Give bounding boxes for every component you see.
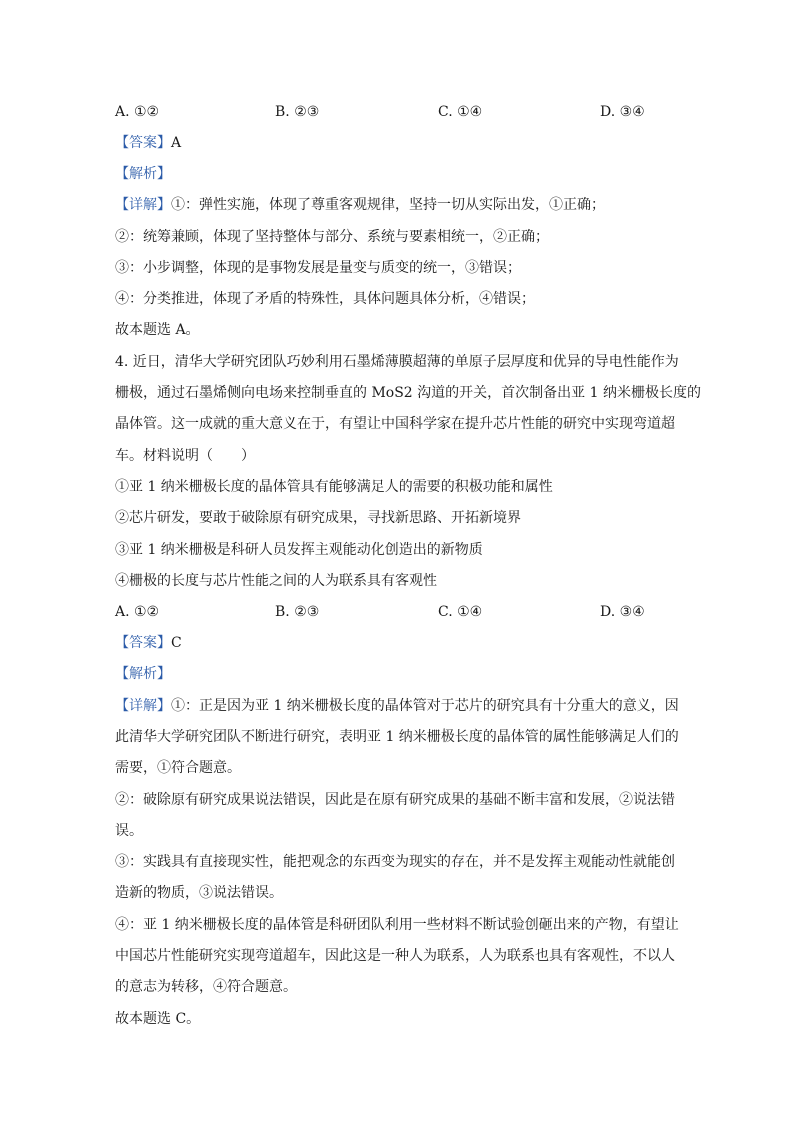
q4-detail-10: 的意志为转移，④符合题意。 xyxy=(115,979,297,995)
q4-detail-3: 需要，①符合题意。 xyxy=(115,760,241,776)
q4-detail-5: 误。 xyxy=(115,823,143,839)
q4-detail-2: 此清华大学研究团队不断进行研究，表明亚 1 纳米栅极长度的晶体管的属性能够满足人们的 xyxy=(115,729,679,745)
q4-answer xyxy=(115,633,182,653)
q3-option-a: A. ①② xyxy=(115,104,160,120)
answer-value: C xyxy=(171,635,182,651)
q4-detail-1: 【详解】①：正是因为亚 1 纳米栅极长度的晶体管对于芯片的研究具有十分重大的意义，因 xyxy=(115,698,679,714)
q3-analysis-tag: 【解析】 xyxy=(115,166,171,182)
q3-answer xyxy=(115,133,181,153)
q4-stem-4: 车。材料说明（ ） xyxy=(115,448,255,464)
q4-detail-9: 中国芯片性能研究实现弯道超车，因此这是一种人为联系，人为联系也具有客观性，不以人 xyxy=(115,948,675,964)
q3-detail-3: ③：小步调整，体现的是事物发展是量变与质变的统一，③错误； xyxy=(115,260,521,276)
q3-detail-4: ④：分类推进，体现了矛盾的特殊性，具体问题具体分析，④错误； xyxy=(115,291,535,307)
q4-conclusion: 故本题选 C。 xyxy=(115,1011,201,1027)
q4-option-b: B. ②③ xyxy=(275,604,320,620)
q4-option-a: A. ①② xyxy=(115,604,160,620)
q4-detail-8: ④：亚 1 纳米栅极长度的晶体管是科研团队利用一些材料不断试验创砸出来的产物，有望让 xyxy=(115,917,679,933)
q3-detail-2: ②：统筹兼顾，体现了坚持整体与部分、系统与要素相统一，②正确； xyxy=(115,229,549,245)
q4-stem-1: 4. 近日，清华大学研究团队巧妙利用石墨烯薄膜超薄的单原子层厚度和优异的导电性能作为 xyxy=(115,354,679,370)
q4-detail-4: ②：破除原有研究成果说法错误，因此是在原有研究成果的基础不断丰富和发展，②说法错 xyxy=(115,792,675,808)
q4-detail-7: 造新的物质，③说法错误。 xyxy=(115,885,283,901)
q4-statement-4: ④栅极的长度与芯片性能之间的人为联系具有客观性 xyxy=(115,573,437,589)
q3-option-c: C. ①④ xyxy=(438,104,483,120)
detail-tag: 【详解】 xyxy=(115,197,171,213)
q3-detail-1: 【详解】①：弹性实施，体现了尊重客观规律，坚持一切从实际出发，①正确； xyxy=(115,197,605,213)
q4-stem-2: 栅极，通过石墨烯侧向电场来控制垂直的 MoS2 沟道的开关，首次制备出亚 1 纳米栅极长度的 xyxy=(115,385,701,401)
q4-option-d: D. ③④ xyxy=(600,604,645,620)
answer-tag: 【答案】 xyxy=(115,635,171,651)
q3-option-b: B. ②③ xyxy=(275,104,320,120)
q4-stem-3: 晶体管。这一成就的重大意义在于，有望让中国科学家在提升芯片性能的研究中实现弯道超 xyxy=(115,416,675,432)
q4-statement-3: ③亚 1 纳米栅极是科研人员发挥主观能动化创造出的新物质 xyxy=(115,542,483,558)
q3-option-d: D. ③④ xyxy=(600,104,645,120)
q4-detail-6: ③：实践具有直接现实性，能把观念的东西变为现实的存在，并不是发挥主观能动性就能创 xyxy=(115,854,675,870)
detail-tag: 【详解】 xyxy=(115,698,171,714)
q4-analysis-tag: 【解析】 xyxy=(115,666,171,682)
q4-option-c: C. ①④ xyxy=(438,604,483,620)
answer-tag: 【答案】 xyxy=(115,135,171,151)
answer-value: A xyxy=(171,135,182,151)
q4-statement-1: ①亚 1 纳米栅极长度的晶体管具有能够满足人的需要的积极功能和属性 xyxy=(115,479,553,495)
q3-conclusion: 故本题选 A。 xyxy=(115,322,200,338)
q4-statement-2: ②芯片研发，要敢于破除原有研究成果，寻找新思路、开拓新境界 xyxy=(115,510,521,526)
